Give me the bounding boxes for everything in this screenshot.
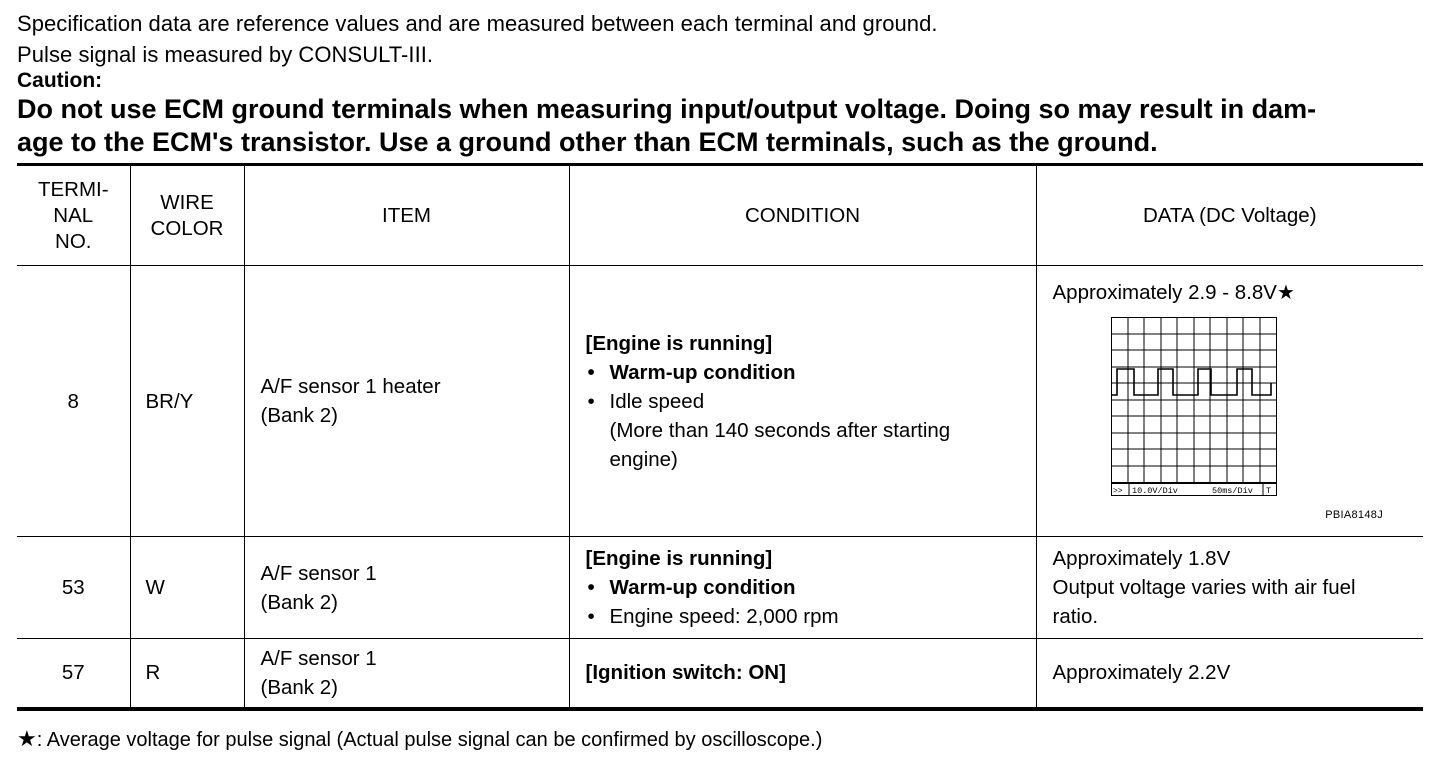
data-cell (1036, 537, 1423, 639)
scope-volt-scale: 10.0V/Div (1131, 486, 1178, 496)
item-cell (244, 266, 569, 537)
condition-heading: [Engine is running] (585, 331, 773, 355)
condition-cell (569, 266, 1036, 537)
caution-text-line-1: Do not use ECM ground terminals when measuring input/output voltage. Doing so may result in dam- (17, 94, 1317, 124)
condition-bullet: • Idle speed (586, 387, 1024, 416)
item-bank: (Bank 2) (260, 675, 338, 699)
wire-color: R (130, 639, 244, 709)
header-wire-color: WIRE COLOR (130, 165, 244, 266)
terminal-spec-table (17, 163, 1423, 711)
oscilloscope-graph (1111, 317, 1277, 497)
item-name: A/F sensor 1 (260, 646, 377, 670)
item-bank: (Bank 2) (260, 590, 338, 614)
star-icon: ★ (17, 726, 37, 751)
condition-bullet: • Engine speed: 2,000 rpm (586, 602, 1024, 631)
footnote-text: : Average voltage for pulse signal (Actual pulse signal can be confirmed by oscilloscope.) (36, 729, 823, 751)
caution-title: Caution: (17, 69, 103, 92)
item-name: A/F sensor 1 heater (260, 375, 441, 398)
table-row (17, 266, 1423, 537)
caution-text-line-2: age to the ECM's transistor. Use a ground other than ECM terminals, such as the ground. (17, 127, 1158, 157)
terminal-no: 57 (17, 639, 130, 709)
scope-arrows: >> (1112, 487, 1123, 496)
item-cell (244, 639, 569, 709)
scope-time-scale: 50ms/Div (1211, 486, 1253, 496)
item-bank: (Bank 2) (260, 404, 338, 427)
data-note: ratio. (1052, 605, 1099, 628)
data-value: Approximately 2.9 - 8.8V★ (1052, 281, 1295, 304)
header-item: ITEM (244, 165, 569, 266)
bullet-icon: • (587, 576, 595, 599)
data-note: Output voltage varies with air fuel (1052, 576, 1356, 599)
pulse-waveform (1111, 369, 1271, 395)
condition-heading: [Engine is running] (585, 547, 773, 570)
header-condition: CONDITION (569, 165, 1036, 266)
table-row (17, 537, 1423, 639)
header-terminal-no: TERMI- NAL NO. (17, 165, 130, 266)
star-icon: ★ (1276, 282, 1295, 304)
wire-color: BR/Y (130, 266, 244, 537)
figure-code: PBIA8148J (1325, 509, 1383, 521)
scope-grid (1111, 317, 1277, 483)
data-value: Approximately 2.2V (1052, 661, 1231, 685)
wire-color: W (130, 537, 244, 639)
condition-note: engine) (609, 447, 678, 471)
condition-heading: [Ignition switch: ON] (585, 661, 786, 685)
intro-block (17, 8, 1437, 158)
header-row (17, 165, 1423, 266)
condition-note: (More than 140 seconds after starting (609, 418, 951, 442)
data-cell (1036, 266, 1423, 537)
spec-note: Specification data are reference values and are measured between each terminal and ground. (17, 11, 938, 36)
data-value: Approximately 1.8V (1052, 547, 1231, 570)
condition-bullet: • Warm-up condition (586, 358, 1024, 387)
scope-trigger-marker: T (1265, 486, 1271, 496)
table-row (17, 639, 1423, 709)
condition-cell (569, 639, 1036, 709)
condition-bullet: • Warm-up condition (586, 573, 1024, 602)
terminal-no: 53 (17, 537, 130, 639)
terminal-no: 8 (17, 266, 130, 537)
bullet-icon: • (587, 360, 595, 384)
data-cell (1036, 639, 1423, 709)
condition-cell (569, 537, 1036, 639)
footnote (17, 726, 822, 753)
item-cell (244, 537, 569, 639)
item-name: A/F sensor 1 (260, 561, 377, 585)
header-data: DATA (DC Voltage) (1036, 165, 1423, 266)
bullet-icon: • (587, 605, 595, 628)
bullet-icon: • (587, 389, 595, 413)
pulse-note: Pulse signal is measured by CONSULT-III. (17, 42, 434, 67)
